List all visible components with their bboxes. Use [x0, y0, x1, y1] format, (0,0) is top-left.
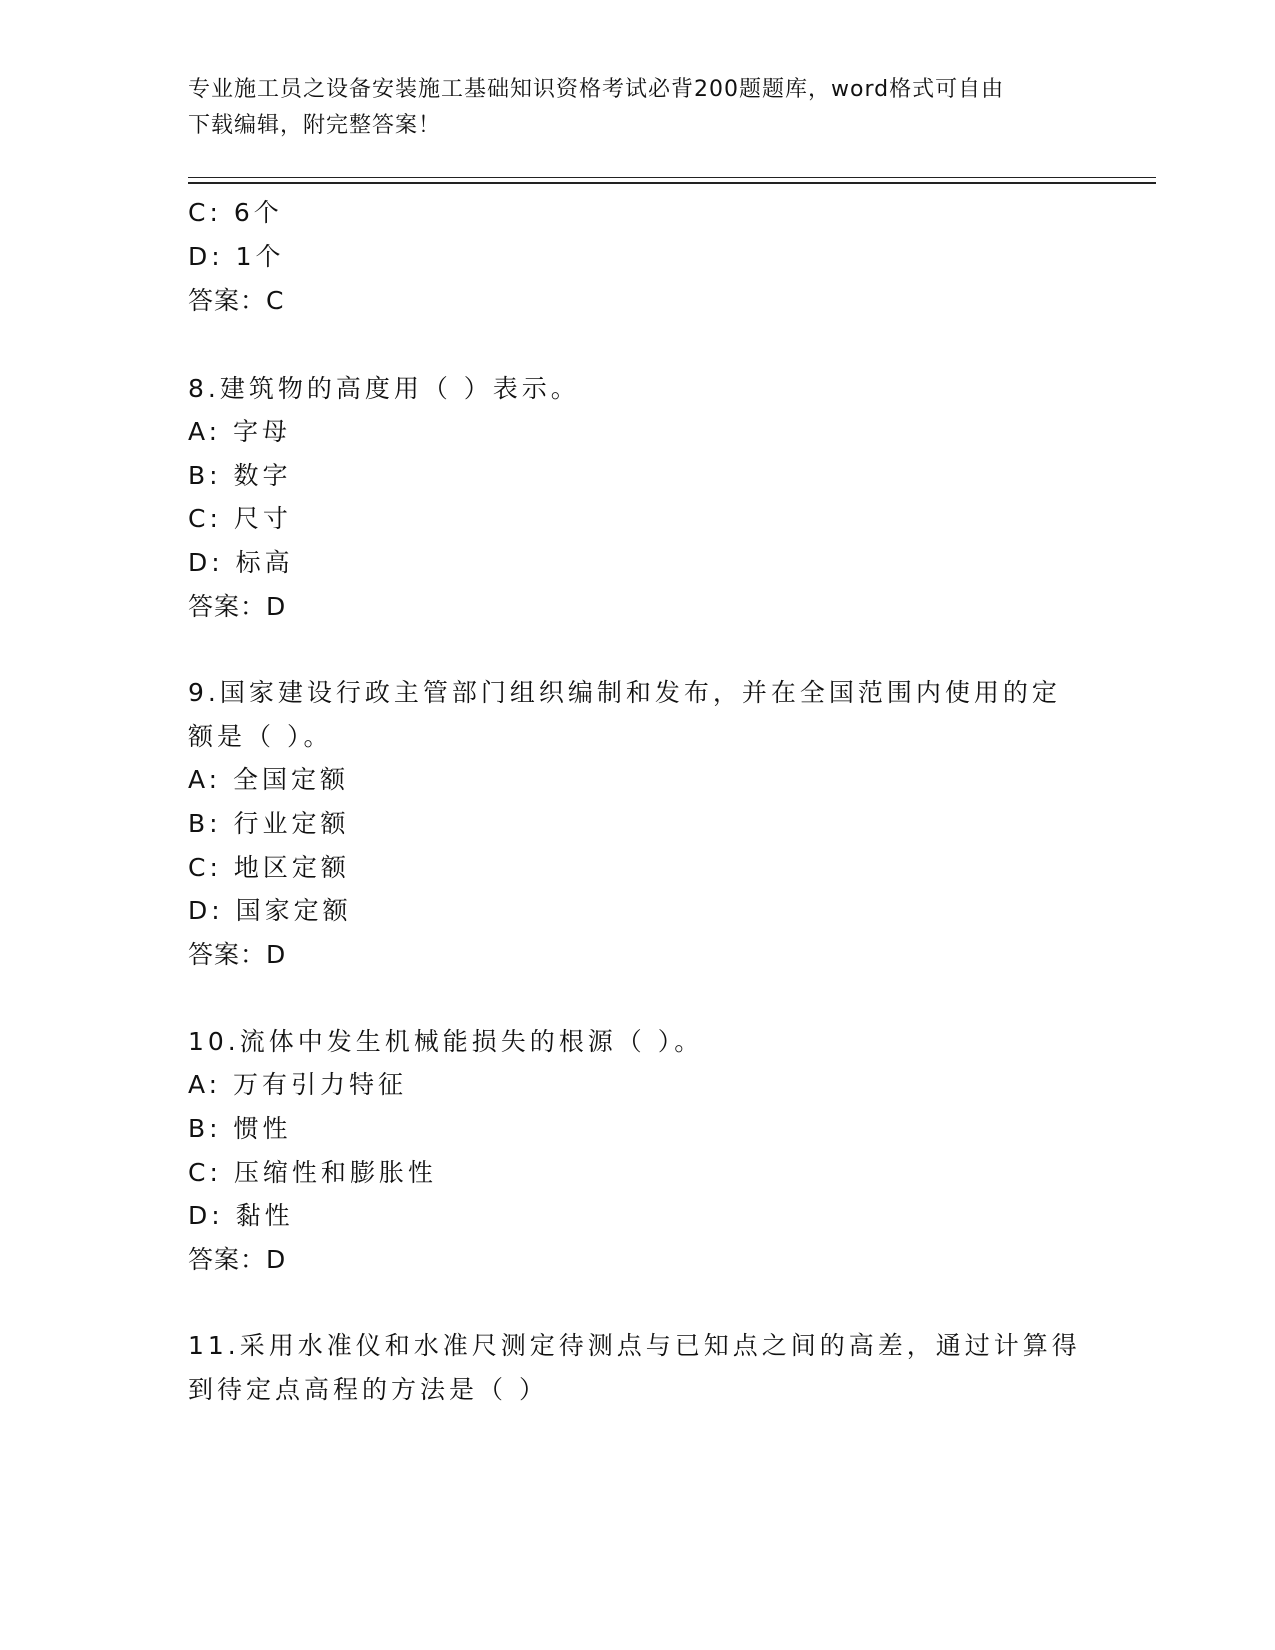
q11-stem-line2: 到待定点高程的方法是（ ） [188, 1375, 548, 1404]
q10-option-d: D: 黏性 [188, 1201, 294, 1230]
q9-option-a: A: 全国定额 [188, 765, 350, 794]
q8-option-d: D: 标高 [188, 548, 294, 577]
q7-option-d: D: 1个 [188, 242, 285, 271]
header-title-line1: 专业施工员之设备安装施工基础知识资格考试必背200题题库，word格式可自由 [188, 77, 1005, 102]
document-header [188, 72, 1088, 144]
q8-option-c: C: 尺寸 [188, 504, 292, 533]
q9-option-b: B: 行业定额 [188, 809, 350, 838]
q7-option-c: C: 6个 [188, 198, 283, 227]
q9-stem-line2: 额是（ ）。 [188, 722, 333, 751]
q10-stem: 10.流体中发生机械能损失的根源（ ）。 [188, 1027, 704, 1056]
q9-answer: 答案：D [188, 940, 287, 969]
q11-stem-line1: 11.采用水准仪和水准尺测定待测点与已知点之间的高差，通过计算得 [188, 1331, 1081, 1360]
q8-stem: 8.建筑物的高度用（ ）表示。 [188, 374, 580, 403]
q8-answer: 答案：D [188, 592, 287, 621]
header-title-line2: 下载编辑，附完整答案！ [188, 113, 442, 138]
q10-option-b: B: 惯性 [188, 1114, 292, 1143]
q9-option-d: D: 国家定额 [188, 896, 352, 925]
q9-stem-line1: 9.国家建设行政主管部门组织编制和发布，并在全国范围内使用的定 [188, 678, 1061, 707]
q10-option-a: A: 万有引力特征 [188, 1070, 408, 1099]
q8-option-b: B: 数字 [188, 461, 292, 490]
q10-answer: 答案：D [188, 1245, 287, 1274]
q8-option-a: A: 字母 [188, 417, 292, 446]
q10-option-c: C: 压缩性和膨胀性 [188, 1158, 437, 1187]
header-divider-thick [188, 182, 1156, 184]
q9-option-c: C: 地区定额 [188, 853, 350, 882]
q7-answer: 答案：C [188, 286, 285, 315]
header-divider-thin [188, 177, 1156, 178]
